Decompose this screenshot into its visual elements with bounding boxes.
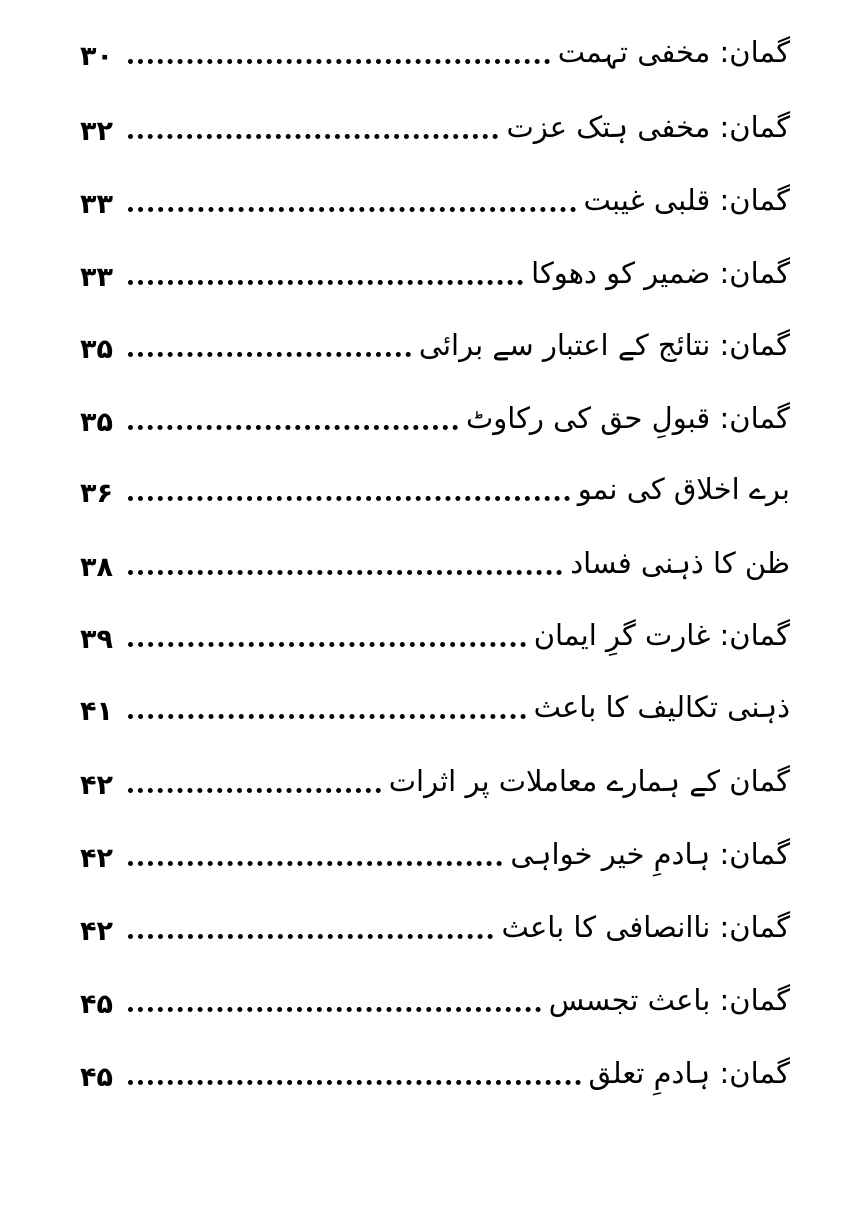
entry-title: گمان کے ہمارے معاملات پر اثرات: [388, 763, 790, 798]
entry-title: گمان: قلبی غیبت: [583, 182, 790, 217]
page-number: ۴۱: [80, 696, 113, 727]
dot-leader: [128, 1007, 541, 1012]
toc-entry[interactable]: [80, 178, 790, 218]
page-number: ۴۵: [80, 1062, 113, 1093]
page-number: ۳۶: [80, 478, 113, 509]
dot-leader: [128, 934, 493, 939]
entry-title: برے اخلاق کی نمو: [577, 471, 790, 506]
page-number: ۳۲: [80, 116, 113, 147]
toc-entry[interactable]: [80, 541, 790, 581]
dot-leader: [128, 570, 562, 575]
dot-leader: [128, 59, 550, 64]
toc-entry[interactable]: [80, 832, 790, 872]
page-number: ۳۹: [80, 624, 113, 655]
page-number: ۴۲: [80, 916, 113, 947]
entry-title: گمان: ضمیر کو دھوکا: [531, 255, 790, 290]
dot-leader: [128, 788, 381, 793]
dot-leader: [128, 134, 498, 139]
toc-entry[interactable]: [80, 759, 790, 799]
entry-title: گمان: باعث تجسس: [548, 982, 790, 1017]
dot-leader: [128, 280, 523, 285]
entry-title: گمان: ہادمِ تعلق: [588, 1055, 790, 1090]
toc-entry[interactable]: [80, 1051, 790, 1091]
page-number: ۳۳: [80, 262, 113, 293]
toc-entry[interactable]: [80, 323, 790, 363]
dot-leader: [128, 207, 576, 212]
page-number: ۴۲: [80, 770, 113, 801]
page-number: ۳۰: [80, 41, 113, 72]
entry-title: گمان: مخفی تہمت: [557, 34, 790, 69]
page-number: ۳۵: [80, 334, 113, 365]
toc-entry[interactable]: [80, 685, 790, 725]
page-number: ۴۵: [80, 989, 113, 1020]
entry-title: گمان: غارت گرِ ایمان: [533, 617, 790, 652]
toc-entry[interactable]: [80, 467, 790, 507]
page-number: ۳۸: [80, 552, 113, 583]
toc-entry[interactable]: [80, 30, 790, 70]
entry-title: گمان: مخفی ہتک عزت: [506, 109, 790, 144]
toc-entry[interactable]: [80, 978, 790, 1018]
page-number: ۳۳: [80, 189, 113, 220]
page-number: ۳۵: [80, 407, 113, 438]
toc-entry[interactable]: [80, 251, 790, 291]
entry-title: گمان: قبولِ حق کی رکاوٹ: [465, 400, 790, 435]
toc-entry[interactable]: [80, 396, 790, 436]
toc-entry[interactable]: [80, 613, 790, 653]
entry-title: گمان: نتائج کے اعتبار سے برائی: [418, 327, 790, 362]
page-number: ۴۲: [80, 843, 113, 874]
dot-leader: [128, 714, 526, 719]
dot-leader: [128, 496, 570, 501]
toc-entry[interactable]: [80, 905, 790, 945]
dot-leader: [128, 352, 411, 357]
toc-entry[interactable]: [80, 105, 790, 145]
dot-leader: [128, 425, 458, 430]
dot-leader: [128, 1080, 581, 1085]
entry-title: ذہنی تکالیف کا باعث: [533, 689, 790, 724]
entry-title: ظن کا ذہنی فساد: [570, 545, 790, 580]
dot-leader: [128, 861, 502, 866]
entry-title: گمان: ناانصافی کا باعث: [501, 909, 790, 944]
entry-title: گمان: ہادمِ خیر خواہی: [510, 836, 790, 871]
dot-leader: [128, 642, 526, 647]
